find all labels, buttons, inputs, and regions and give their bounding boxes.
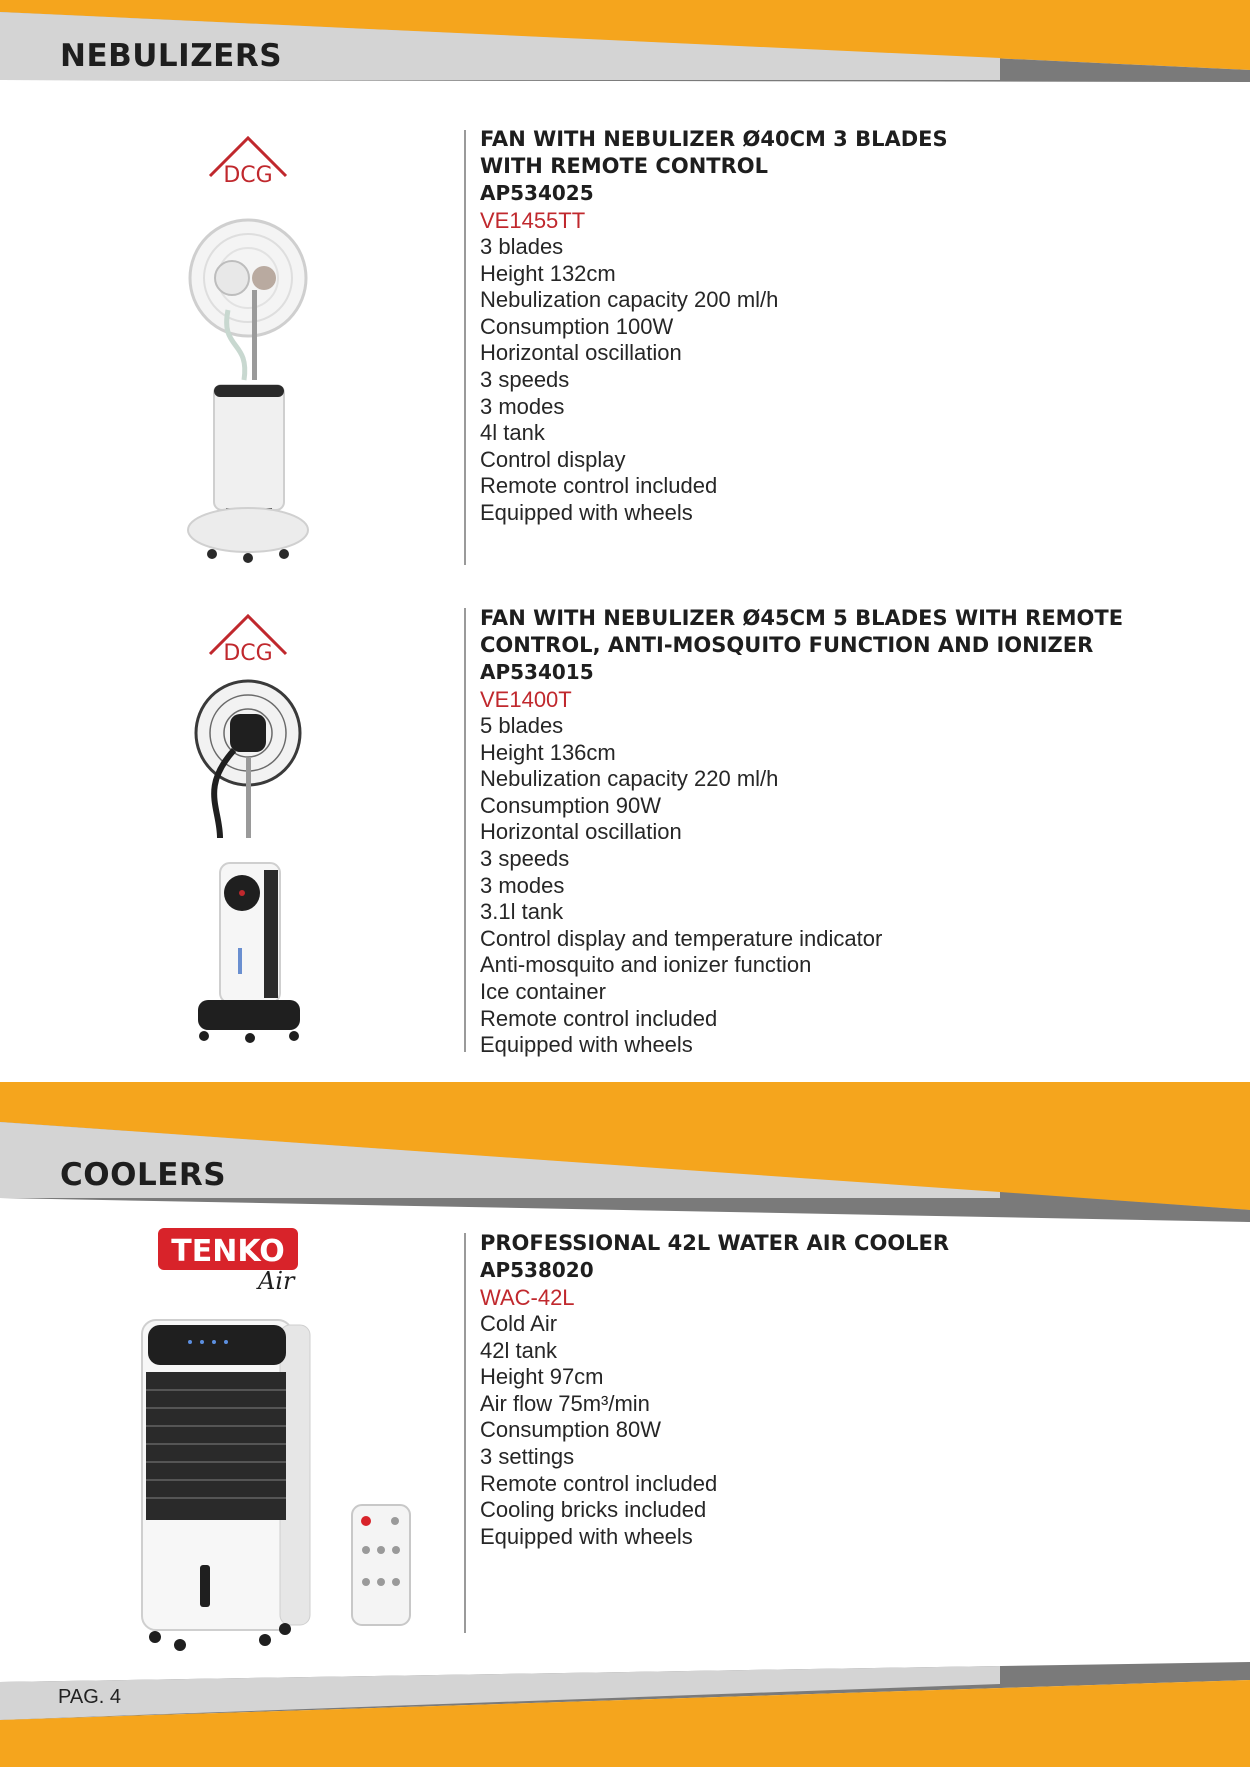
product-spec: Control display: [480, 446, 626, 472]
product-divider: [464, 608, 466, 1052]
product-spec: Horizontal oscillation: [480, 340, 682, 366]
product-title-line: CONTROL, ANTI-MOSQUITO FUNCTION AND IONIZER: [480, 633, 1094, 657]
footer-banner: [0, 1660, 1250, 1767]
product-divider: [464, 1233, 466, 1633]
product-spec: 4l tank: [480, 420, 545, 446]
product-block-ve1400t: [480, 605, 1180, 1059]
product-spec: Consumption 80W: [480, 1417, 661, 1443]
product-spec: 5 blades: [480, 713, 564, 738]
product-divider: [464, 130, 466, 565]
product-spec: Remote control included: [480, 1005, 718, 1031]
tenko-logo: [158, 1228, 298, 1295]
dcg-logo-text: DCG: [223, 641, 273, 666]
product-code: AP534015: [480, 660, 594, 684]
product-spec: Control display and temperature indicator: [480, 925, 883, 951]
product-spec: Height 136cm: [480, 739, 616, 765]
remote-control: [352, 1505, 410, 1625]
product-spec: Horizontal oscillation: [480, 819, 682, 845]
coolers-banner: [0, 1082, 1250, 1224]
product-spec: 3 modes: [480, 872, 565, 898]
product-code: AP538020: [480, 1258, 594, 1282]
section-title-coolers: COOLERS: [60, 1157, 227, 1193]
product-title-line: PROFESSIONAL 42L WATER AIR COOLER: [480, 1231, 950, 1255]
product-spec: Height 97cm: [480, 1364, 604, 1390]
product-image-cooler-wac-42l: [130, 1225, 420, 1665]
product-spec: Equipped with wheels: [480, 1523, 693, 1549]
product-title-line: FAN WITH NEBULIZER Ø45CM 5 BLADES WITH REMOTE: [480, 606, 1124, 630]
product-title-line: FAN WITH NEBULIZER Ø40CM 3 BLADES: [480, 127, 948, 151]
product-code: AP534025: [480, 181, 594, 205]
product-spec: Height 132cm: [480, 260, 616, 286]
tenko-logo-text: TENKO: [171, 1234, 285, 1269]
product-spec: Air flow 75m³/min: [480, 1390, 650, 1416]
product-spec: 3 speeds: [480, 366, 570, 392]
product-spec: Anti-mosquito and ionizer function: [480, 952, 812, 978]
product-model: VE1455TT: [480, 208, 586, 233]
product-spec: 3 modes: [480, 393, 565, 419]
product-spec: 3 blades: [480, 234, 564, 259]
product-spec: Remote control included: [480, 473, 718, 499]
page-number: PAG. 4: [58, 1686, 121, 1708]
product-block-wac-42l: [480, 1230, 1180, 1550]
product-spec: Cold Air: [480, 1311, 558, 1336]
product-spec: 42l tank: [480, 1337, 558, 1363]
product-image-fan-ve1455tt: [180, 130, 320, 570]
product-spec: Consumption 100W: [480, 313, 674, 339]
product-spec: Nebulization capacity 220 ml/h: [480, 766, 779, 792]
product-spec: Equipped with wheels: [480, 499, 693, 525]
product-spec: 3 settings: [480, 1443, 575, 1469]
product-model: WAC-42L: [480, 1285, 575, 1310]
dcg-logo: [210, 616, 286, 666]
section-title-nebulizers: NEBULIZERS: [60, 38, 283, 74]
product-block-ve1455tt: [480, 126, 1180, 527]
product-spec: Consumption 90W: [480, 792, 661, 818]
tenko-logo-sub: Air: [258, 1267, 295, 1295]
product-spec: 3 speeds: [480, 845, 570, 871]
product-model: VE1400T: [480, 687, 572, 712]
product-image-fan-ve1400t: [180, 608, 320, 1048]
product-spec: Nebulization capacity 200 ml/h: [480, 287, 779, 313]
product-spec: Ice container: [480, 978, 606, 1004]
product-spec: Equipped with wheels: [480, 1032, 693, 1058]
dcg-logo: [210, 138, 286, 188]
product-spec: 3.1l tank: [480, 899, 564, 925]
product-title-line: WITH REMOTE CONTROL: [480, 154, 769, 178]
dcg-logo-text: DCG: [223, 163, 273, 188]
product-spec: Cooling bricks included: [480, 1497, 707, 1523]
product-spec: Remote control included: [480, 1470, 718, 1496]
